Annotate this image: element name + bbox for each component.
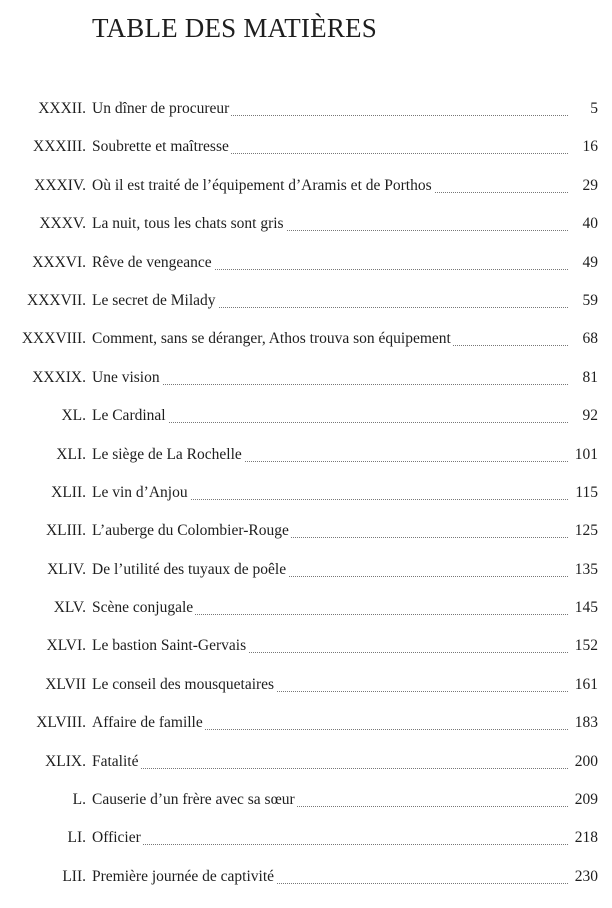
page-number: 145 [574, 599, 598, 617]
chapter-number: XXXV. [39, 215, 86, 233]
toc-entry[interactable] [0, 513, 612, 551]
chapter-number: XXXVI. [32, 253, 86, 271]
chapter-title: L’auberge du Colombier-Rouge [92, 522, 289, 540]
chapter-number: XXXIII. [33, 138, 86, 156]
chapter-title: Soubrette et maîtresse [92, 138, 229, 156]
chapter-number: XLIII. [45, 522, 86, 540]
toc-entry[interactable] [0, 437, 612, 475]
chapter-number: XLVIII. [36, 714, 86, 732]
page-number: 218 [574, 829, 598, 847]
chapter-title: De l’utilité des tuyaux de poêle [92, 560, 287, 578]
page-number: 101 [574, 445, 598, 463]
toc-entry[interactable] [0, 245, 612, 283]
chapter-number: LI. [67, 829, 86, 847]
page-number: 125 [574, 522, 598, 540]
chapter-title: Où il est traité de l’équipement d’Aramis et de Porthos [92, 176, 432, 194]
chapter-title: Rêve de vengeance [92, 253, 212, 271]
toc-entry[interactable] [0, 820, 612, 858]
chapter-title: Affaire de famille [92, 714, 203, 732]
chapter-title: Scène conjugale [92, 599, 194, 617]
page-number: 81 [582, 368, 598, 386]
toc-entry[interactable] [0, 283, 612, 321]
chapter-number: XLIV. [47, 560, 86, 578]
toc-entry[interactable] [0, 206, 612, 244]
chapter-title: Première journée de captivité [92, 867, 275, 885]
chapter-number: XLII. [51, 483, 86, 501]
table-of-contents [0, 91, 612, 897]
chapter-number: L. [72, 791, 86, 809]
page-number: 209 [574, 791, 598, 809]
chapter-title: Un dîner de procureur [92, 100, 230, 117]
page-number: 161 [574, 675, 598, 693]
toc-entry[interactable] [0, 744, 612, 782]
toc-entry[interactable] [0, 628, 612, 666]
page-number: 152 [574, 637, 598, 655]
toc-entry[interactable] [0, 475, 612, 513]
dot-leader [92, 384, 568, 385]
chapter-number: XXXIV. [34, 176, 86, 194]
page-number: 183 [574, 714, 598, 732]
page-number: 135 [574, 560, 598, 578]
page-number: 49 [582, 253, 598, 271]
chapter-title: Officier [92, 829, 141, 847]
page-number: 230 [574, 867, 598, 885]
dot-leader [92, 768, 568, 769]
page-title: TABLE DES MATIÈRES [92, 13, 377, 43]
toc-entry[interactable] [0, 590, 612, 628]
toc-entry[interactable] [0, 129, 612, 167]
page-number: 59 [582, 291, 598, 309]
chapter-title: Le Cardinal [92, 407, 166, 425]
chapter-number: LII. [62, 867, 86, 885]
page-number: 115 [575, 483, 598, 501]
page-number: 16 [582, 138, 598, 156]
toc-entry[interactable] [0, 321, 612, 359]
chapter-number: XLVII [45, 675, 86, 693]
toc-entry[interactable] [0, 360, 612, 398]
chapter-number: XXXII. [38, 100, 86, 117]
chapter-title: La nuit, tous les chats sont gris [92, 215, 284, 233]
chapter-title: Le conseil des mousquetaires [92, 675, 275, 693]
toc-entry[interactable] [0, 782, 612, 820]
toc-entry[interactable] [0, 705, 612, 743]
dot-leader [92, 844, 568, 845]
toc-entry[interactable] [0, 552, 612, 590]
chapter-number: XLIX. [45, 752, 86, 770]
chapter-number: XLV. [53, 599, 86, 617]
page-number: 200 [574, 752, 598, 770]
page-number: 5 [590, 100, 598, 117]
chapter-number: XXXVII. [27, 291, 86, 309]
page-number: 92 [582, 407, 598, 425]
chapter-title: Fatalité [92, 752, 139, 770]
toc-entry[interactable] [0, 91, 612, 129]
page-number: 40 [582, 215, 598, 233]
chapter-number: XLI. [56, 445, 86, 463]
toc-entry[interactable] [0, 667, 612, 705]
toc-entry[interactable] [0, 168, 612, 206]
chapter-number: XXXIX. [32, 368, 86, 386]
page-number: 29 [582, 176, 598, 194]
chapter-title: Le vin d’Anjou [92, 483, 188, 501]
toc-entry[interactable] [0, 859, 612, 897]
chapter-number: XLVI. [46, 637, 86, 655]
chapter-title: Causerie d’un frère avec sa sœur [92, 791, 295, 809]
chapter-title: Le siège de La Rochelle [92, 445, 242, 463]
chapter-title: Le secret de Milady [92, 291, 216, 309]
chapter-number: XL. [61, 407, 86, 425]
page-number: 68 [582, 330, 598, 348]
chapter-title: Comment, sans se déranger, Athos trouva son équipement [92, 330, 451, 348]
toc-entry[interactable] [0, 398, 612, 436]
chapter-title: Le bastion Saint-Gervais [92, 637, 247, 655]
chapter-number: XXXVIII. [21, 330, 86, 348]
chapter-title: Une vision [92, 368, 160, 386]
